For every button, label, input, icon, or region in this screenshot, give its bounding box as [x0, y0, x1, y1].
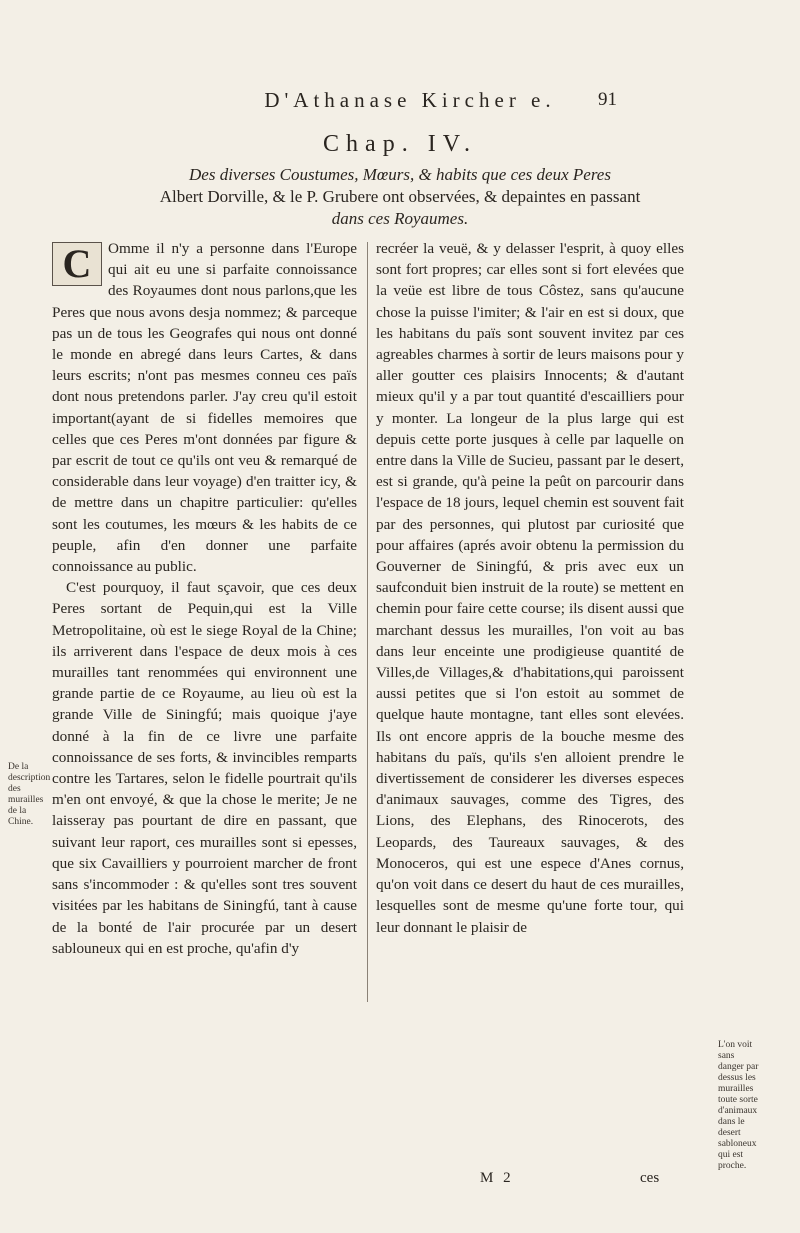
chapter-subtitle — [60, 164, 740, 230]
subtitle-line-3: dans ces Royaumes. — [331, 209, 469, 228]
page-footer — [0, 1170, 800, 1192]
margin-note-right: L'on voit sans danger par dessus les murailles toute sorte d'animaux dans le desert sabloneux qui est proche. — [718, 1040, 759, 1171]
chapter-title: Chap. IV. — [323, 131, 477, 157]
subtitle-line-2: Albert Dorville, & le P. Grubere ont observées, & depaintes en passant — [159, 187, 641, 206]
left-paragraph-1 — [52, 238, 357, 577]
page-number: 91 — [598, 89, 617, 110]
dropcap: C — [52, 242, 102, 286]
running-head — [0, 88, 800, 114]
left-column — [52, 238, 357, 959]
right-column — [376, 238, 684, 938]
subtitle-line-1: Des diverses Coustumes, Mœurs, & habits que ces deux Peres — [189, 165, 611, 184]
signature-mark: M 2 — [480, 1170, 514, 1186]
left-paragraph-2: C'est pourquoy, il faut sçavoir, que ces deux Peres sortant de Pequin,qui est la Ville Metropolitaine, où est le siege Royal de la Chine; ils arriverent dans l'espace de deux mois à ces murailles tant renommées qui environnent une grande partie de ce Royaume, au lieu où est la grande Ville de Siningfú; mais quoique j'aye donné à la fin de ce livre une parfaite connoissance de ses forts, & invincibles remparts contre les Tartares, selon le fidelle pourtrait qu'ils m'en ont envoyé, & que la chose le merite; Je ne laisseray pas pourtant de dire en passant, que suivant leur raport, ces murailles sont si epesses, que six Cavailliers y pourroient marcher de front sans s'incommoder : & qu'elles sont tres souvent visitées par les habitans de Siningfú, tant à cause de la bonté de l'air procurée par un desert sablouneux qui en est proche, qu'afin d'y — [52, 579, 357, 957]
running-head-title: D'Athanase Kircher e. — [264, 88, 556, 112]
right-paragraph: recréer la veuë, & y delasser l'esprit, à quoy elles sont fort propres; car elles sont si fort elevées que la veüe est libre de tous Côstez, sans qu'aucune chose la puisse l'imiter; & l'air en est si doux, que les habitans du païs sont souvent invitez par ces agreables charmes à sortir de leurs maisons pour y aller goutter ces plaisirs Innocents; & d'autant mieux qu'il y a par tout quantité d'escailliers pour y monter. La longeur de la plus large qui est depuis cette porte jusques à celle par laquelle on entre dans la Ville de Sucieu, passant par le desert, est si grande, qu'à peine la peût on parcourir dans l'espace de 18 jours, lequel chemin est souvent fait par des personnes, qui plutost par curiosité que pour affaires (aprés avoir obtenu la permission du Gouverner de Siningfú, & pris avec eux un saufconduit bien instruit de la route) se mettent en chemin pour faire cette course; ils disent aussi que marchant dessus les murailles, l'on voit au bas dans leur enceinte une prodigieuse quantité de Villes,de Villages,& d'habitations,qui paroissent aussi petites que si l'on estoit au sommet de quelque haute montagne, tant elles sont elevées. Ils ont encore appris de la bouche mesme des habitans du païs, qu'ils s'en alloient prendre le divertissement de considerer les diverses especes d'animaux sauvages, comme des Tigres, des Lions, des Elephans, des Rinocerots, des Leopards, des Taureaux sauvages, & des Monoceros, qui est une espece d'Anes cornus, qu'on voit dans ce desert du haut de ces murailles, lesquelles sont de mesme qu'une forte tour, qui leur donnant le plaisir de — [376, 240, 684, 936]
catchword: ces — [640, 1170, 660, 1186]
margin-note-left: De la description des murailles de la Chine. — [8, 762, 51, 827]
left-paragraph-1-text: Omme il n'y a personne dans l'Europe qui ait eu une si parfaite connoissance des Royaumes dont nous parlons,que les Peres que nous avons desja nommez; & parceque pas un de tous les Geografes qui nous ont donné le monde en abregé dans leurs Cartes, & dans leurs escrits; n'ont pas mesmes conneu ces païs dont nous pretendons parler. J'ay creu qu'il estoit important(ayant de si fidelles memoires que celles que ces Peres m'ont données par figure & par escrit de tout ce qu'ils ont veu & remarqué de considerable dans leur voyage) d'en traitter icy, & de mettre dans un chapitre particulier: qu'elles sont les coutumes, les mœurs & les habits de ce peuple, afin d'en donner une parfaite connoissance au public. — [52, 240, 357, 576]
column-divider — [367, 242, 368, 1002]
